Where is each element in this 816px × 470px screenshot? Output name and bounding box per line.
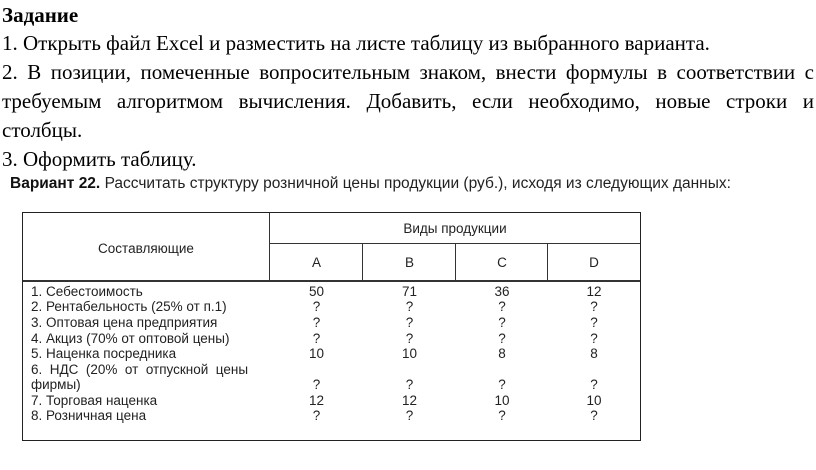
row-label: 4. Акциз (70% от оптовой цены)	[31, 331, 230, 346]
table-divider-horizontal	[269, 243, 640, 244]
row-value: 10	[586, 393, 602, 408]
row-value: 12	[586, 284, 602, 299]
row-label: 7. Торговая наценка	[31, 393, 158, 408]
row-label: 8. Розничная цена	[31, 408, 147, 423]
row-value: 71	[401, 284, 418, 299]
row-value: ?	[312, 377, 321, 392]
row-label: 2. Рентабельность (25% от п.1)	[31, 299, 227, 314]
row-value: ?	[590, 299, 598, 314]
row-value: ?	[498, 377, 506, 392]
row-value: ?	[312, 299, 321, 314]
row-value: ?	[405, 331, 414, 346]
data-table	[22, 212, 641, 441]
row-value: 8	[498, 346, 506, 361]
task-item-3: 3. Оформить таблицу.	[2, 147, 197, 171]
variant-heading	[10, 175, 810, 193]
row-value: 10	[494, 393, 510, 408]
row-label: 6. НДС (20% от отпускной цены	[31, 362, 249, 377]
task-item-1: 1. Открыть файл Excel и разместить на листе таблицу из выбранного варианта.	[2, 31, 710, 55]
row-value: ?	[590, 377, 598, 392]
row-value: ?	[405, 315, 414, 330]
row-value: ?	[498, 331, 506, 346]
row-value: ?	[498, 315, 506, 330]
header-product-types: Виды продукции	[403, 221, 507, 236]
header-col-b: B	[404, 255, 414, 270]
row-value: ?	[405, 299, 414, 314]
row-value: ?	[590, 315, 598, 330]
task-item-2: 2. В позиции, помеченные вопросительным знаком, внести формулы в соответствии с требуемым алгоритмом вычисления. Добавить, если необходимо, новые строки и столбцы.	[2, 60, 814, 142]
row-value: 36	[494, 284, 510, 299]
task-title: Задание	[2, 3, 79, 27]
row-value: ?	[590, 408, 598, 423]
row-value: ?	[312, 408, 321, 423]
header-components: Составляющие	[98, 241, 194, 256]
header-col-d: D	[589, 255, 599, 270]
row-value: ?	[312, 331, 321, 346]
row-value: 50	[308, 284, 325, 299]
table-divider-horizontal	[23, 280, 640, 282]
row-label: 1. Себестоимость	[31, 284, 143, 299]
header-col-a: A	[311, 255, 321, 270]
variant-text: Рассчитать структуру розничной цены продукции (руб.), исходя из следующих данных:	[104, 175, 731, 192]
header-col-c: C	[497, 255, 507, 270]
row-value: ?	[405, 408, 414, 423]
row-value: ?	[590, 331, 598, 346]
row-value: 8	[590, 346, 598, 361]
row-label: 3. Оптовая цена предприятия	[31, 315, 218, 330]
row-value: ?	[312, 315, 321, 330]
row-value: ?	[498, 299, 506, 314]
row-value: 10	[401, 346, 418, 361]
row-value: ?	[498, 408, 506, 423]
task-instructions	[2, 29, 814, 174]
row-value: ?	[405, 377, 414, 392]
row-value: 12	[401, 393, 418, 408]
row-label-continued: фирмы)	[31, 377, 81, 392]
row-label: 5. Наценка посредника	[31, 346, 177, 361]
variant-label: Вариант 22.	[10, 175, 101, 192]
row-value: 12	[308, 393, 325, 408]
row-value: 10	[308, 346, 325, 361]
